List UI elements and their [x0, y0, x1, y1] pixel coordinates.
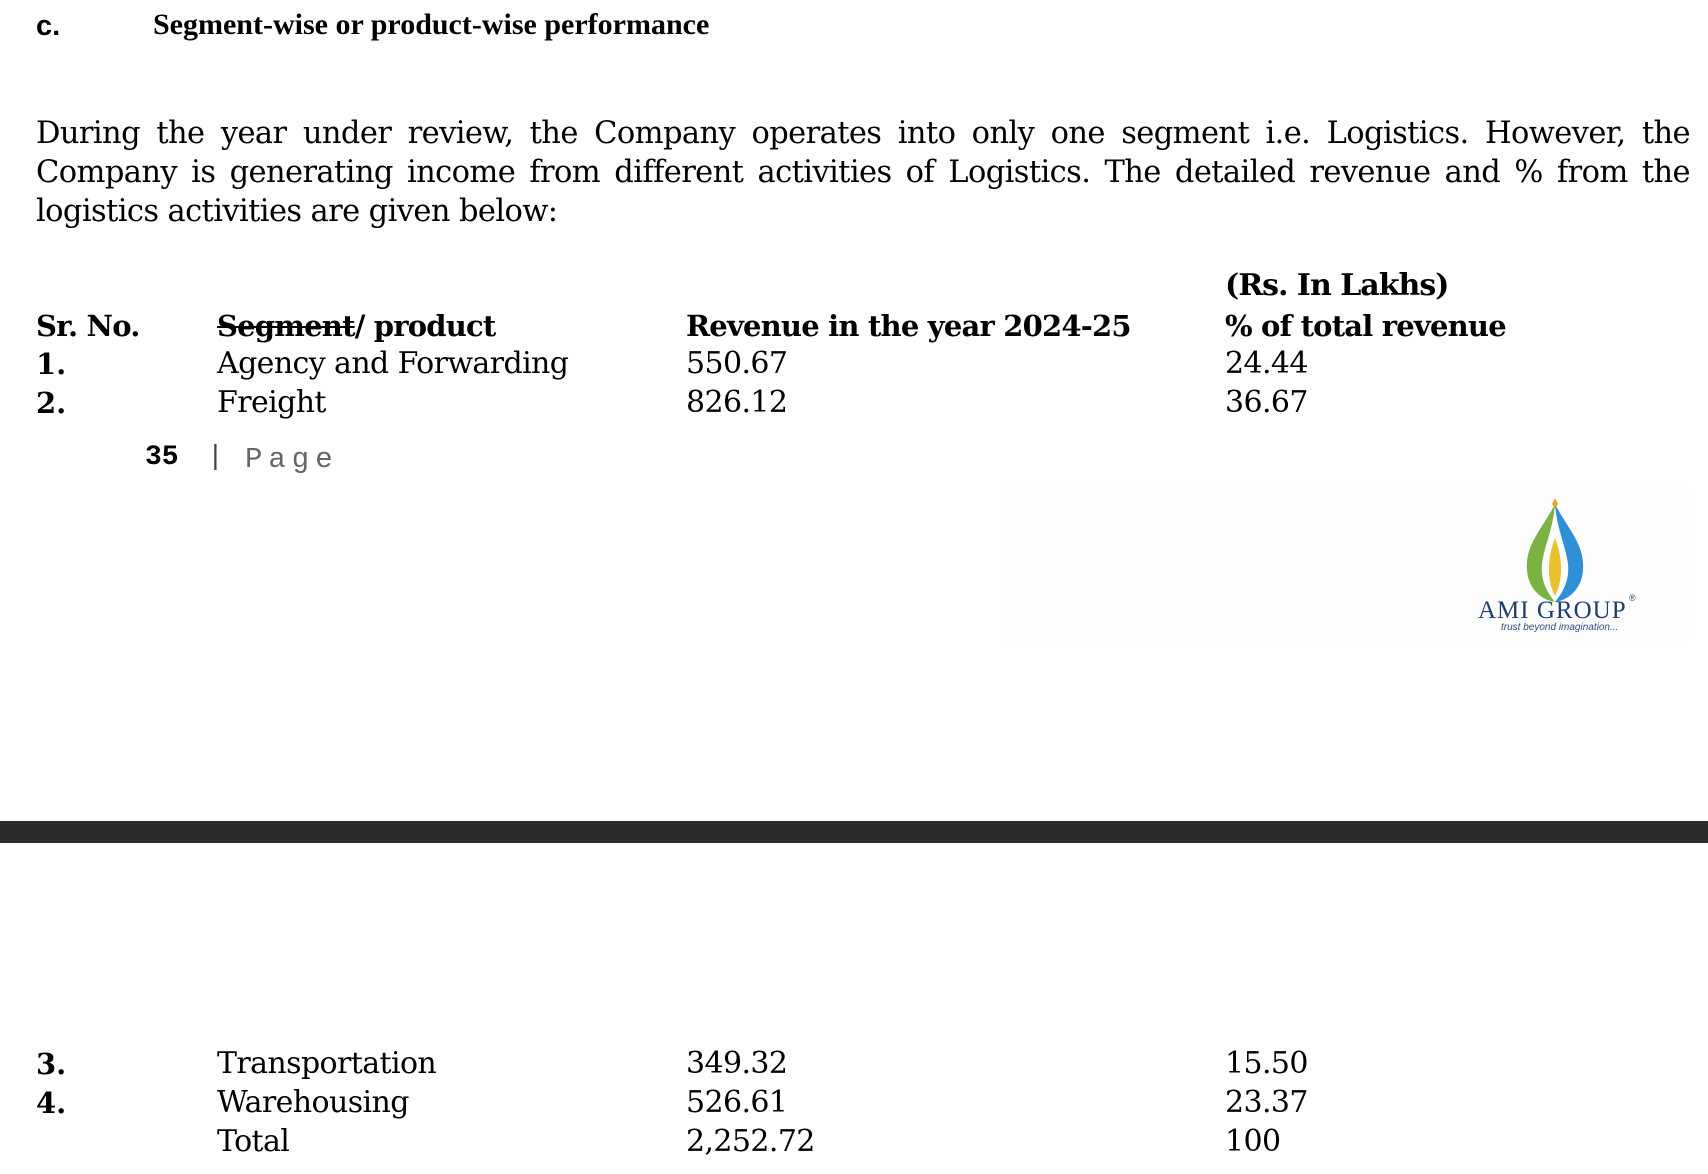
page-number: 35: [145, 442, 179, 473]
row-4-revenue: 526.61: [686, 1085, 788, 1120]
header-product: / product: [354, 309, 496, 343]
intro-paragraph: During the year under review, the Company operates into only one segment i.e. Logistics. However, the Company is generating income from different activities of Logistics. The detailed revenue and % from the logistics activities are given below:: [36, 116, 1690, 229]
page-label: Page: [245, 443, 339, 476]
total-label: Total: [217, 1124, 290, 1159]
logo-registered-mark: ®: [1629, 593, 1636, 603]
row-1-revenue: 550.67: [686, 346, 788, 381]
header-percent: % of total revenue: [1225, 309, 1506, 343]
page-separator: |: [207, 442, 224, 473]
header-segment-struck: Segment: [217, 309, 355, 343]
row-4-percent: 23.37: [1225, 1085, 1308, 1120]
section-title: Segment-wise or product-wise performance: [153, 8, 710, 41]
row-2-product: Freight: [217, 385, 326, 420]
section-letter: c.: [36, 10, 61, 42]
row-4-product: Warehousing: [217, 1085, 409, 1120]
header-revenue: Revenue in the year 2024-25: [686, 309, 1131, 343]
row-4-sr: 4.: [36, 1086, 67, 1120]
page-break-divider: [0, 821, 1708, 843]
row-1-product: Agency and Forwarding: [217, 346, 569, 381]
row-3-product: Transportation: [217, 1046, 437, 1081]
header-sr-no: Sr. No.: [36, 309, 140, 343]
row-3-revenue: 349.32: [686, 1046, 788, 1081]
row-2-revenue: 826.12: [686, 385, 788, 420]
total-revenue: 2,252.72: [686, 1124, 815, 1159]
row-2-percent: 36.67: [1225, 385, 1308, 420]
row-1-sr: 1.: [36, 347, 67, 381]
ami-group-logo-icon: [1515, 498, 1595, 604]
unit-note: (Rs. In Lakhs): [1225, 268, 1449, 303]
logo-name: AMI GROUP: [1478, 597, 1627, 624]
header-segment-product: [217, 309, 496, 343]
row-1-percent: 24.44: [1225, 346, 1308, 381]
logo-tagline: trust beyond imagination...: [1501, 622, 1619, 633]
row-3-sr: 3.: [36, 1047, 67, 1081]
row-2-sr: 2.: [36, 386, 67, 420]
total-percent: 100: [1225, 1124, 1281, 1159]
row-3-percent: 15.50: [1225, 1046, 1308, 1081]
